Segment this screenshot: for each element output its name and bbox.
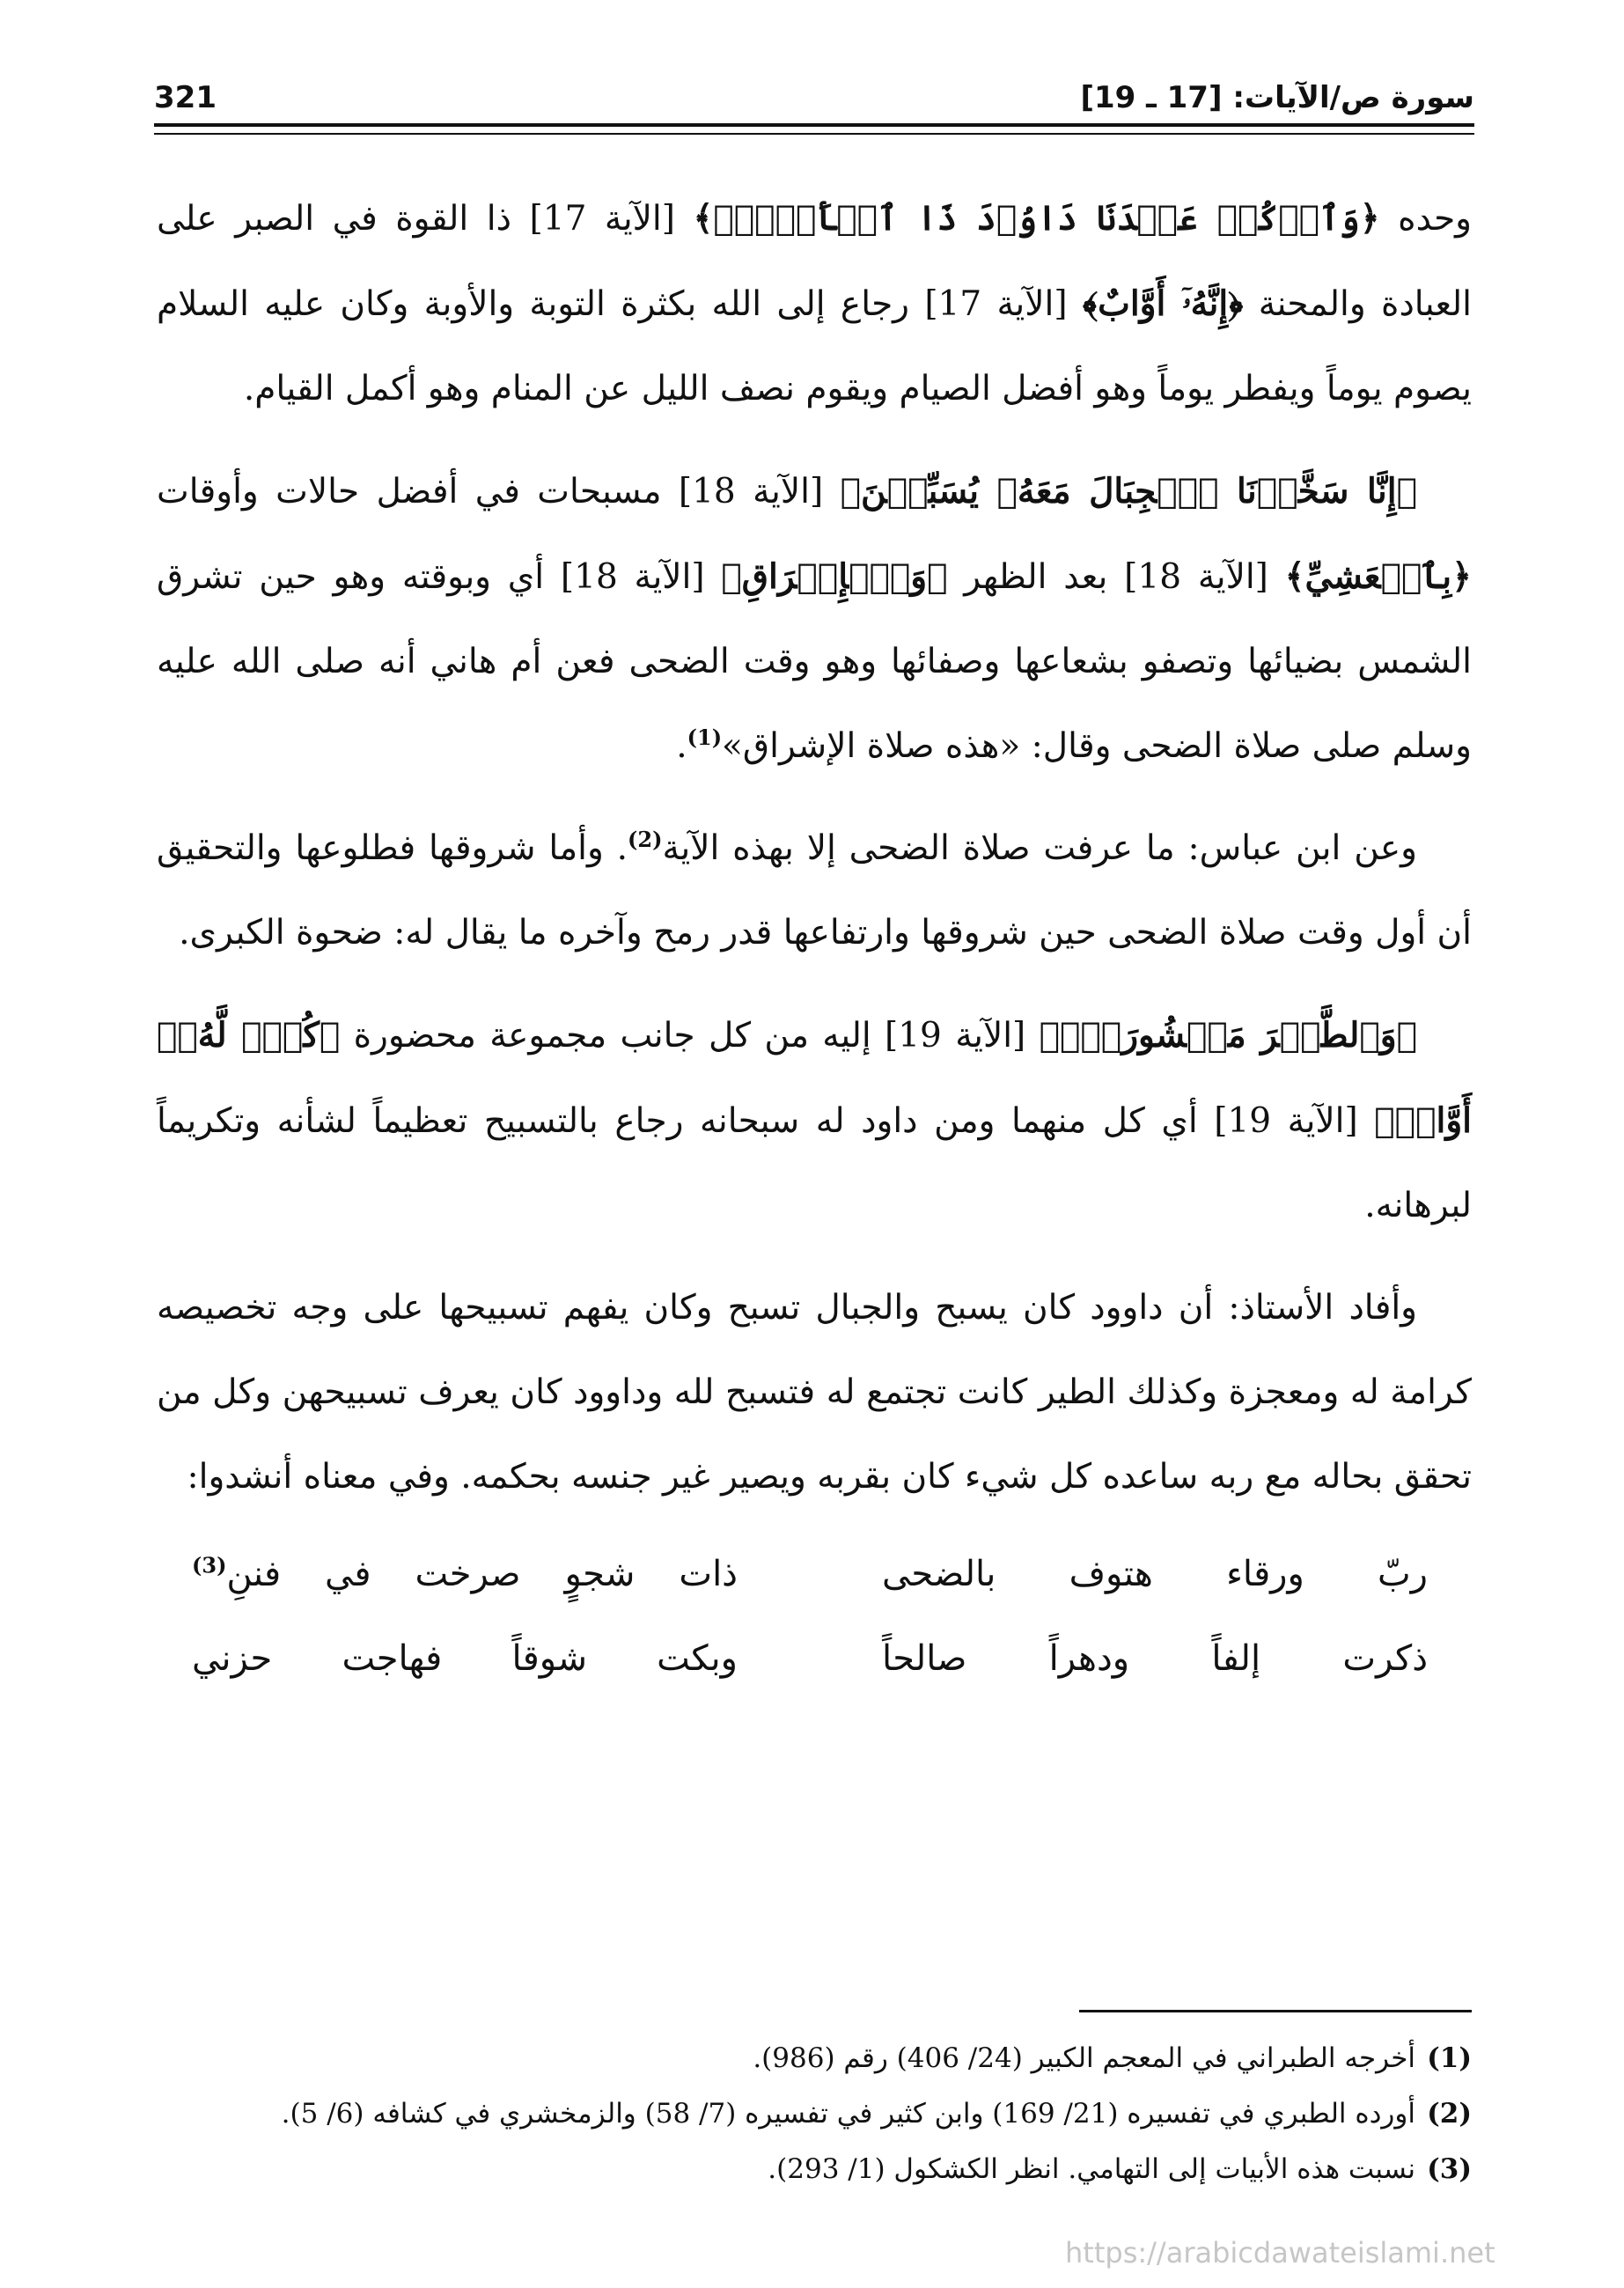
running-header (154, 72, 1474, 123)
footnote-ref[interactable]: (1) (687, 725, 723, 750)
quran-verse: ﴿بِٱلۡعَشِيِّ﴾ (1284, 556, 1472, 597)
footnote-ref[interactable]: (2) (628, 827, 663, 852)
quran-verse: ﴿وَٱلطَّيۡرَ مَحۡشُورَةٗۖ﴾ (1039, 1015, 1418, 1056)
paragraph (157, 1266, 1472, 1519)
footnote-separator (1079, 2010, 1472, 2012)
text-run: [الآية 19] أي كل منهما ومن داود له سبحانه رجاع بالتسبيح تعظيماً لشأنه وتكريماً لبرهانه. (157, 1101, 1472, 1225)
text-run: [الآية 18] مسبحات في أفضل حالات وأوقات (157, 472, 841, 511)
text-run: وأفاد الأستاذ: أن داوود كان يسبح والجبال تسبح وكان يفهم تسبيحها على وجه تخصيصه كرامة له ومعجزة وكذلك الطير كانت تجتمع له فتسبح لله وداوود كان يعرف تسبيحهن وكل من تحقق بحاله مع ربه ساعده كل شيء كان بقربه ويصير غير جنسه بحكمه. وفي معناه أنشدوا: (157, 1288, 1472, 1497)
text-run: . (676, 726, 687, 766)
quran-verse: ﴿إِنَّا سَخَّرۡنَا ٱلۡجِبَالَ مَعَهُۥ يُسَبِّحۡنَ﴾ (840, 471, 1417, 511)
footnote-number: (2) (1427, 2098, 1472, 2130)
watermark-url: https://arabicdawateislami.net (1065, 2236, 1495, 2270)
paragraph (157, 449, 1472, 789)
footnote (157, 2089, 1472, 2139)
running-title: سورة ص/الآيات: [17 ـ 19] (1080, 80, 1474, 115)
verse-second-hemistich: وبكت شوقاً فهاجت حزني (192, 1638, 738, 1679)
verse-first-hemistich: ذكرت إلفاً ودهراً صالحاً (882, 1638, 1428, 1679)
footnote (157, 2034, 1472, 2084)
footnote-ref[interactable]: (3) (192, 1552, 227, 1578)
paragraph (157, 993, 1472, 1248)
page-number: 321 (154, 80, 217, 115)
text-run: وحده (1379, 199, 1473, 239)
poetry-block (157, 1532, 1472, 1701)
footnote-text: أورده الطبري في تفسيره (21/ 169) وابن كثير في تفسيره (7/ 58) والزمخشري في كشافه (6/ 5). (281, 2098, 1415, 2130)
quran-verse: ﴿كُلّٞ لَّهُۥٓ أَوَّابٞ﴾ (157, 1015, 1472, 1141)
text-run: . وأما شروقها فطلوعها والتحقيق أن أول وقت صلاة الضحى حين شروقها وارتفاعها قدر رمح وآخره ما يقال له: ضحوة الكبرى. (157, 828, 1472, 953)
header-rule-thick (154, 123, 1474, 127)
verse-second-hemistich: ذات شجوٍ صرخت في فننِ$^{(3)}$ (192, 1552, 738, 1594)
footnote (157, 2145, 1472, 2195)
verse-line (157, 1532, 1472, 1616)
quran-verse: ﴿إِنَّهُۥٓ أَوَّابٌ﴾ (1082, 283, 1244, 324)
quran-verse: ﴿وَٱلۡإِشۡرَاقِ﴾ (721, 556, 948, 597)
footnote-text: أخرجه الطبراني في المعجم الكبير (24/ 406) رقم (986). (753, 2042, 1415, 2074)
paragraph (157, 176, 1472, 431)
text-run: [الآية 18] أي وبوقته وهو حين تشرق الشمس بضيائها وتصفو بشعاعها وصفائها وهو وقت الضحى فعن أم هاني أنه صلى الله عليه وسلم صلى صلاة الضحى وقال: «هذه صلاة الإشراق» (157, 557, 1472, 766)
text-run: [الآية 18] بعد الظهر (947, 557, 1285, 597)
footnote-text: نسبت هذه الأبيات إلى التهامي. انظر الكشكول (1/ 293). (768, 2153, 1415, 2185)
verse-first-hemistich: ربّ ورقاء هتوف بالضحى (882, 1554, 1428, 1594)
main-text (157, 176, 1472, 1701)
paragraphs (157, 176, 1472, 1519)
header-rule-thin (154, 133, 1474, 135)
text-run: وعن ابن عباس: ما عرفت صلاة الضحى إلا بهذه الآية (662, 828, 1417, 868)
verse-line (157, 1616, 1472, 1701)
text-run: [الآية 17] رجاع إلى الله بكثرة التوبة والأوبة وكان عليه السلام يصوم يوماً ويفطر يوماً وهو أفضل الصيام ويقوم نصف الليل عن المنام وهو أكمل القيام. (157, 284, 1472, 408)
text-run: [الآية 17] ذا القوة في الصبر على العبادة والمحنة (157, 199, 1472, 324)
footnote-number: (3) (1427, 2153, 1472, 2185)
footnotes (157, 2034, 1472, 2195)
footnote-number: (1) (1427, 2042, 1472, 2074)
paragraph (157, 806, 1472, 975)
quran-verse: ﴿وَٱذۡكُرۡ عَبۡدَنَا دَاوُۥدَ ذَا ٱلۡأَيۡدِۖ﴾ (693, 198, 1380, 239)
text-run: [الآية 19] إليه من كل جانب مجموعة محضورة (340, 1016, 1040, 1056)
